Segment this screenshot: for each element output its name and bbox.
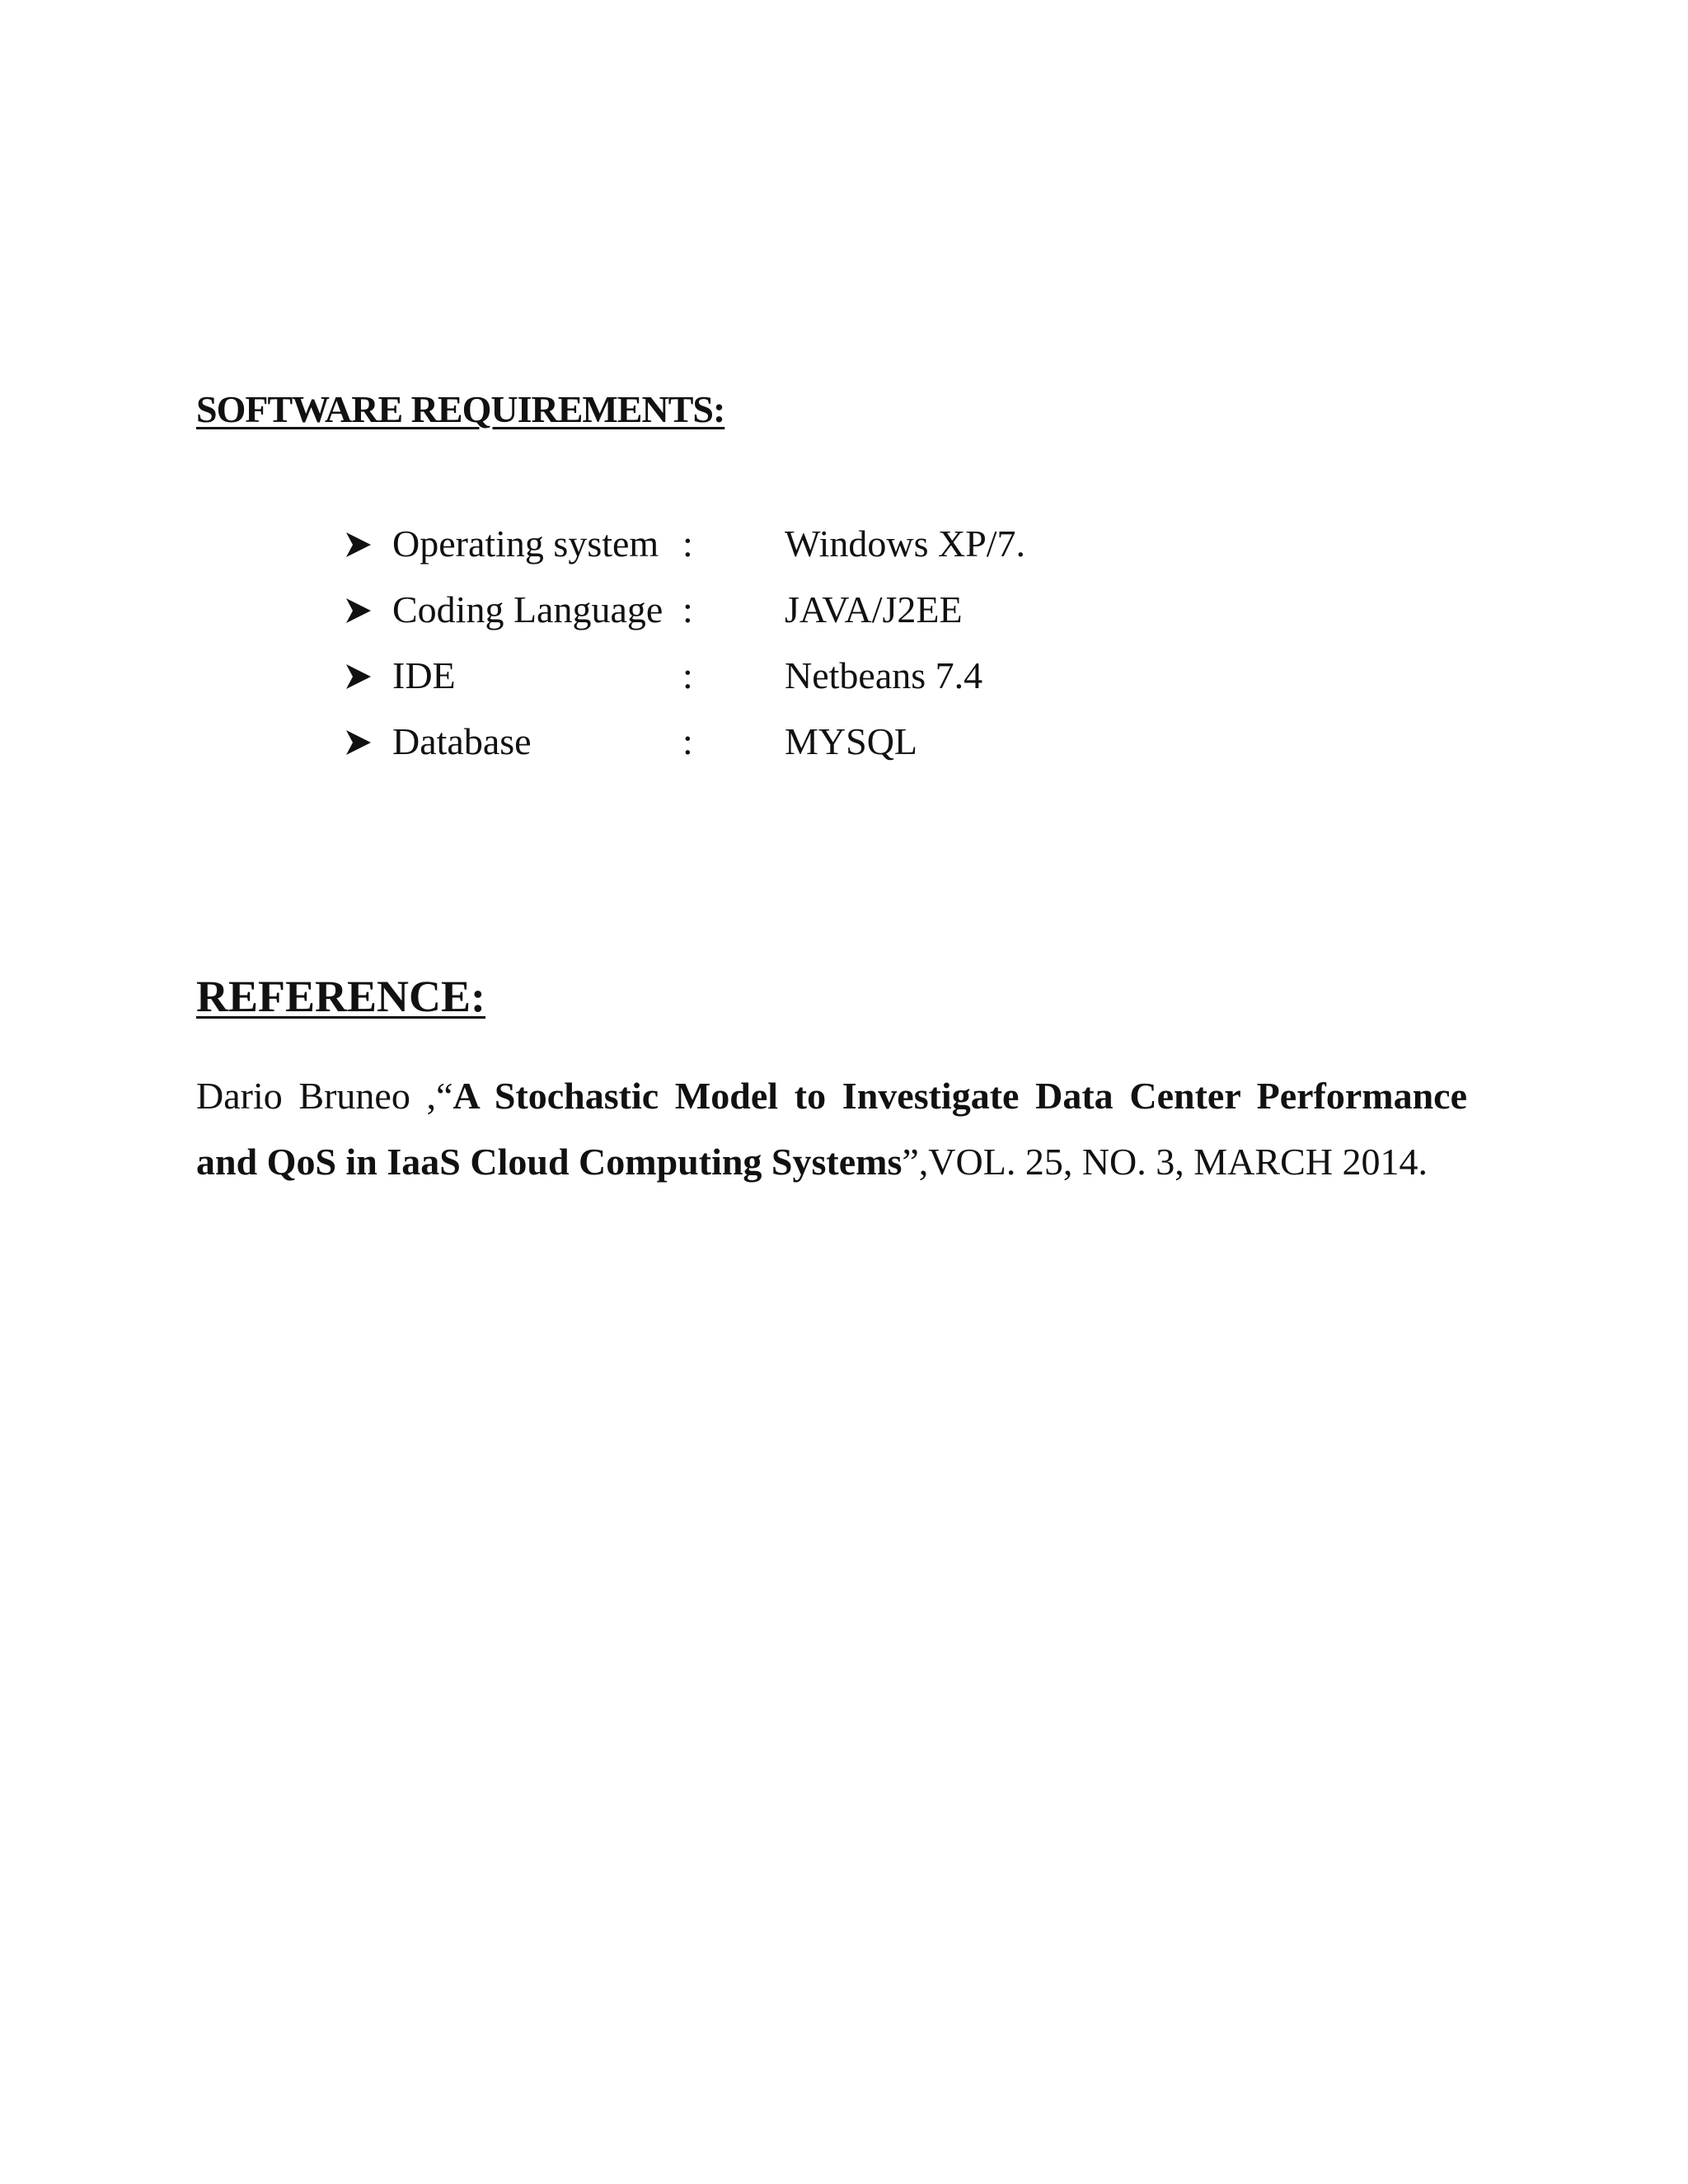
- requirement-label: Operating system: [392, 523, 659, 565]
- arrowhead-bullet-icon: [345, 531, 373, 559]
- reference-heading: REFERENCE:: [196, 972, 486, 1021]
- reference-open-quote: “: [436, 1075, 453, 1117]
- arrowhead-bullet-icon: [345, 663, 373, 691]
- reference-author: Dario Bruneo ,: [196, 1075, 437, 1117]
- requirement-separator: :: [682, 523, 693, 565]
- requirement-label: Database: [392, 720, 532, 762]
- requirement-value: Netbeans 7.4: [785, 654, 983, 696]
- reference-title: A Stochastic Model to Investigate Data Center Performance and QoS in IaaS Cloud Computing Systems: [196, 1075, 1468, 1183]
- software-requirements-heading: SOFTWARE REQUIREMENTS:: [196, 388, 725, 430]
- requirement-separator: :: [682, 654, 693, 696]
- reference-details: ,VOL. 25, NO. 3, MARCH 2014.: [918, 1141, 1428, 1183]
- reference-citation: [196, 1063, 1467, 1195]
- arrowhead-bullet-icon: [345, 729, 373, 757]
- arrowhead-bullet-icon: [345, 597, 373, 625]
- requirement-label: IDE: [392, 654, 456, 696]
- requirement-separator: :: [682, 588, 693, 630]
- requirement-value: Windows XP/7.: [785, 523, 1026, 565]
- requirement-label: Coding Language: [392, 588, 663, 630]
- reference-close-quote: ”: [902, 1141, 919, 1183]
- requirement-value: MYSQL: [785, 720, 918, 762]
- requirement-separator: :: [682, 720, 693, 762]
- requirement-value: JAVA/J2EE: [785, 588, 963, 630]
